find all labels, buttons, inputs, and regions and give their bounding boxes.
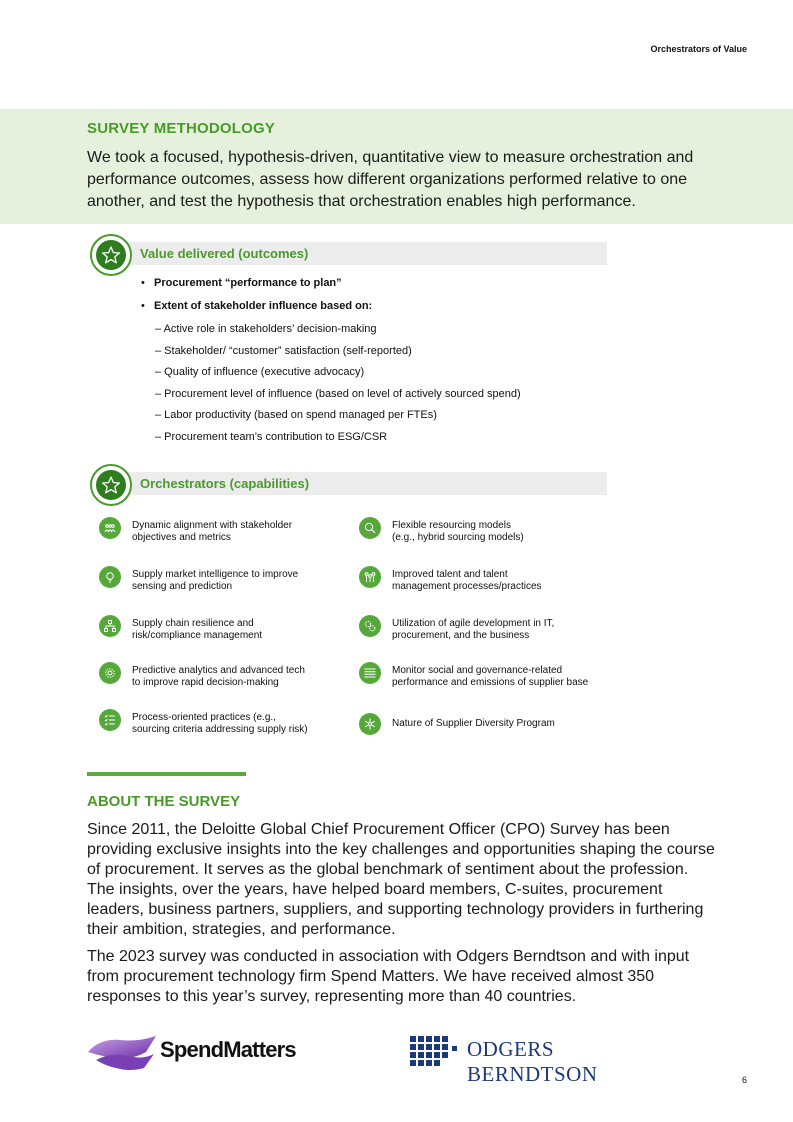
capability-text: Utilization of agile development in IT, procurement, and the business	[392, 618, 555, 641]
about-paragraph: Since 2011, the Deloitte Global Chief Procurement Officer (CPO) Survey has been providing exclusive insights into the key challenges and opportunities shaping the course of procurement. It serves as the global benchmark of sentiment about the profession. The insights, over the years, have helped board members, C-suites, procurement leaders, business partners, suppliers, and supporting technology providers in furthering their ambition, strategies, and performance.	[87, 821, 715, 938]
capability-text: Supply chain resilience and risk/compliance management	[132, 618, 263, 641]
capability-text: Flexible resourcing models (e.g., hybrid sourcing models)	[392, 520, 524, 543]
odgers-wordmark: ODGERS BERNDTSON	[467, 1037, 598, 1086]
value-sub-items	[155, 322, 521, 451]
capability-text: Dynamic alignment with stakeholder objectives and metrics	[132, 520, 293, 543]
people-icon	[99, 517, 121, 539]
value-delivered-label: Value delivered (outcomes)	[140, 246, 309, 261]
spend-matters-wordmark: SpendMatters	[160, 1037, 296, 1062]
gears-icon	[359, 615, 381, 637]
checklist-icon	[99, 709, 121, 731]
star-icon	[101, 475, 121, 495]
sub-item: – Active role in stakeholders’ decision-making	[155, 323, 377, 335]
sub-item: – Procurement level of influence (based on level of actively sourced spend)	[155, 387, 521, 400]
odgers-grid-icon	[410, 1034, 462, 1066]
capability-text: Process-oriented practices (e.g., sourcing criteria addressing supply risk)	[132, 712, 308, 735]
sub-item: – Procurement team’s contribution to ESG/CSR	[155, 430, 388, 443]
odgers-berndtson-logo	[410, 1034, 690, 1086]
orchestrators-badge	[90, 464, 132, 506]
methodology-text: We took a focused, hypothesis-driven, quantitative view to measure orchestration and performance outcomes, assess how different organizations performed relative to one another, and test the hypothesis that orchestration enables high performance.	[87, 149, 694, 210]
page-number: 6	[741, 1075, 747, 1085]
capability-text: Supply market intelligence to improve sensing and prediction	[132, 569, 299, 592]
capability-text: Monitor social and governance-related performance and emissions of supplier base	[392, 665, 589, 688]
star-icon	[101, 245, 121, 265]
about-heading: ABOUT THE SURVEY	[87, 793, 241, 810]
about-body	[87, 820, 717, 1014]
capability-text: Improved talent and talent management processes/practices	[392, 569, 542, 592]
bullet-item: • Extent of stakeholder influence based on:	[141, 299, 372, 322]
sub-item: – Quality of influence (executive advocacy)	[155, 366, 365, 378]
methodology-heading: SURVEY METHODOLOGY	[87, 120, 276, 137]
lightbulb-icon	[99, 566, 121, 588]
sub-item: – Stakeholder/ “customer” satisfaction (self-reported)	[155, 344, 412, 357]
value-delivered-badge	[90, 234, 132, 276]
about-paragraph: The 2023 survey was conducted in association with Odgers Berndtson and with input from procurement technology firm Spend Matters. We have received almost 350 responses to this year’s survey, representing more than 40 countries.	[87, 948, 690, 1005]
team-icon	[359, 566, 381, 588]
bullet-item: • Procurement “performance to plan”	[141, 276, 372, 299]
lines-icon	[359, 662, 381, 684]
snowflake-icon	[359, 713, 381, 735]
gear-icon	[99, 662, 121, 684]
network-icon	[99, 615, 121, 637]
magnifier-icon	[359, 517, 381, 539]
spend-matters-mark-icon	[86, 1030, 158, 1074]
capability-text: Nature of Supplier Diversity Program	[392, 718, 555, 729]
capability-text: Predictive analytics and advanced tech to improve rapid decision-making	[132, 665, 305, 688]
orchestrators-label: Orchestrators (capabilities)	[140, 476, 310, 491]
sub-item: – Labor productivity (based on spend managed per FTEs)	[155, 409, 437, 421]
about-divider	[87, 772, 246, 776]
spend-matters-logo	[86, 1030, 326, 1074]
running-header: Orchestrators of Value	[650, 44, 747, 54]
value-bullets	[141, 276, 372, 322]
